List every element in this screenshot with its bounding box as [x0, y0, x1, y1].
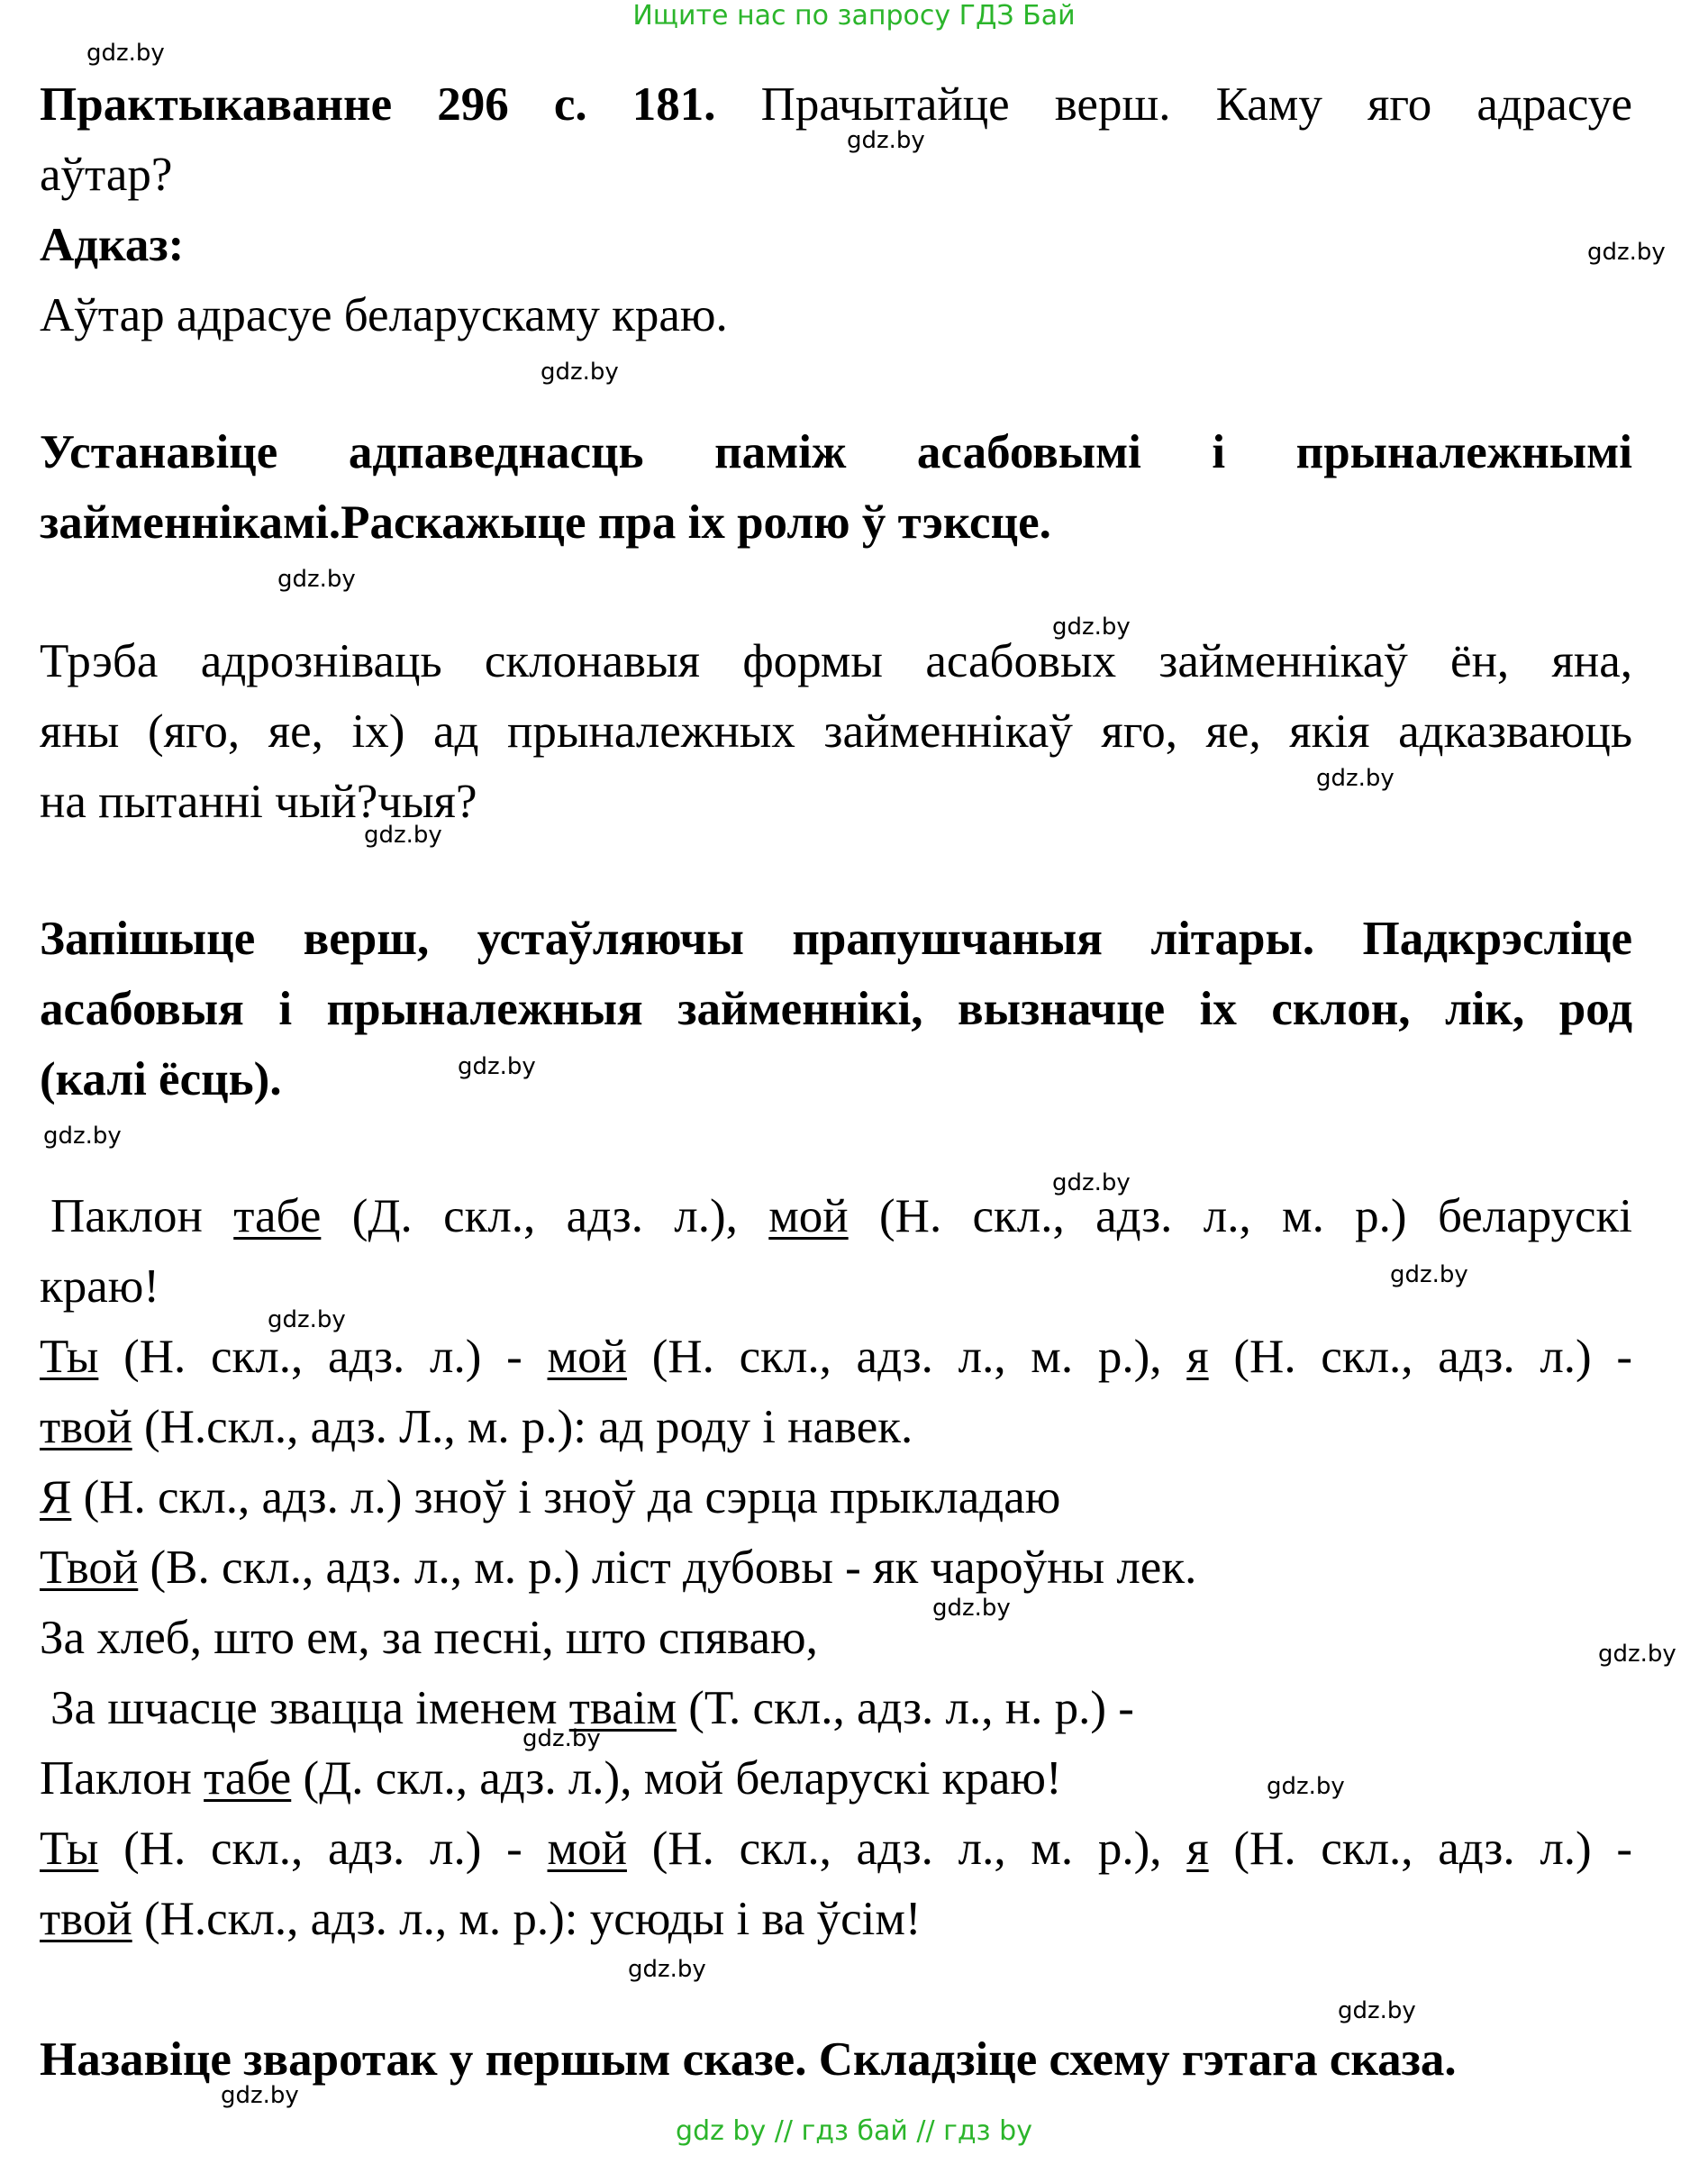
- poem-line-9: [40, 1750, 1062, 1807]
- exercise-header: [40, 76, 1632, 133]
- poem-text: Паклон: [40, 1752, 192, 1805]
- watermark: gdz.by: [1598, 1641, 1676, 1668]
- watermark: gdz.by: [221, 2082, 299, 2109]
- pronoun-underlined: твой: [40, 1401, 132, 1453]
- task2-line2: займеннікамі.Раскажыце пра іх ролю ў тэксце.: [40, 496, 1051, 549]
- pronoun-underlined: я: [1186, 1823, 1209, 1875]
- watermark: gdz.by: [1267, 1773, 1345, 1800]
- exercise-task-line1: Прачытайце верш. Каму яго адрасуе: [760, 78, 1633, 131]
- pronoun-annotation: (Н. скл., адз. л.) -: [1233, 1331, 1633, 1383]
- watermark: gdz.by: [268, 1306, 346, 1333]
- pronoun-annotation: (Н. скл., адз. л.) зноў і зноў да сэрца прыкладаю: [83, 1471, 1061, 1523]
- task3-line3: (калі ёсць).: [40, 1053, 282, 1105]
- poem-word: беларускі: [1437, 1190, 1633, 1242]
- watermark: gdz.by: [1338, 1997, 1416, 2024]
- task4: Назавіце зваротак у першым сказе. Складзіце схему гэтага сказа.: [40, 2033, 1457, 2086]
- watermark: gdz.by: [1052, 614, 1131, 641]
- watermark: gdz.by: [847, 127, 925, 154]
- poem-line-5: [40, 1468, 1060, 1526]
- pronoun-underlined: Ты: [40, 1823, 99, 1875]
- pronoun-annotation: (Д. скл., адз. л.),: [351, 1190, 738, 1242]
- watermark: gdz.by: [277, 566, 356, 593]
- pronoun-annotation: (Н. скл., адз. л.) -: [123, 1823, 522, 1875]
- task2-answer-line3: на пытанні чый?чыя?: [40, 776, 477, 828]
- answer-label: Адказ:: [40, 219, 185, 271]
- poem-line-1: [50, 1187, 1632, 1245]
- poem-line-2: краю!: [40, 1260, 160, 1313]
- task3-line2: асабовыя і прыналежныя займеннікі, вызначце іх склон, лік, род: [40, 983, 1632, 1035]
- pronoun-underlined: табе: [233, 1190, 322, 1242]
- task2-answer-line2: яны (яго, яе, іх) ад прыналежных займеннікаў яго, яе, якія адказваюць: [40, 705, 1632, 758]
- pronoun-annotation: (Н. скл., адз. л.) -: [123, 1331, 522, 1383]
- watermark: gdz.by: [1316, 765, 1395, 792]
- pronoun-annotation: (Н. скл., адз. л., м. р.): [879, 1190, 1407, 1242]
- task3-line1: Запішыце верш, устаўляючы прапушчаныя літары. Падкрэсліце: [40, 913, 1632, 965]
- poem-line-3: [40, 1328, 1632, 1386]
- pronoun-annotation: (В. скл., адз. л., м. р.) ліст дубовы - як чароўны лек.: [150, 1541, 1197, 1594]
- watermark: gdz.by: [1587, 239, 1666, 266]
- pronoun-underlined: табе: [204, 1752, 292, 1805]
- watermark: gdz.by: [1390, 1261, 1468, 1288]
- pronoun-underlined: мой: [768, 1190, 849, 1242]
- watermark: gdz.by: [628, 1956, 706, 1983]
- watermark: gdz.by: [364, 822, 442, 849]
- exercise-page: с. 181.: [553, 78, 716, 131]
- pronoun-annotation: (Т. скл., адз. л., н. р.) -: [688, 1682, 1134, 1734]
- watermark: gdz.by: [932, 1595, 1011, 1622]
- pronoun-underlined: твой: [40, 1893, 132, 1945]
- pronoun-underlined: мой: [547, 1823, 627, 1875]
- pronoun-annotation: (Н. скл., адз. л., м. р.),: [651, 1331, 1162, 1383]
- poem-line-4: [40, 1398, 913, 1456]
- poem-line-6: [40, 1539, 1196, 1596]
- pronoun-underlined: мой: [547, 1331, 627, 1383]
- top-banner[interactable]: Ищите нас по запросу ГДЗ Бай: [632, 0, 1076, 32]
- pronoun-underlined: тваім: [568, 1682, 677, 1734]
- pronoun-annotation: (Н. скл., адз. л., м. р.),: [651, 1823, 1162, 1875]
- poem-line-11: [40, 1890, 922, 1948]
- pronoun-underlined: я: [1186, 1331, 1209, 1383]
- exercise-number: Практыкаванне 296: [40, 78, 509, 131]
- task2-line1: Устанавіце адпаведнасць паміж асабовымі і прыналежнымі: [40, 426, 1632, 478]
- watermark: gdz.by: [522, 1725, 601, 1752]
- poem-text: За шчасце звацца іменем: [50, 1682, 558, 1734]
- watermark: gdz.by: [458, 1053, 536, 1080]
- exercise-task-line2: аўтар?: [40, 149, 173, 201]
- pronoun-annotation: (Н. скл., адз. л.) -: [1233, 1823, 1633, 1875]
- pronoun-annotation: (Н.скл., адз. л., м. р.): усюды і ва ўсім!: [143, 1893, 922, 1945]
- pronoun-underlined: Ты: [40, 1331, 99, 1383]
- watermark: gdz.by: [1052, 1169, 1131, 1196]
- pronoun-underlined: Я: [40, 1471, 72, 1523]
- poem-line-7: За хлеб, што ем, за песні, што спяваю,: [40, 1612, 818, 1664]
- poem-line-10: [40, 1820, 1632, 1878]
- pronoun-annotation: (Д. скл., адз. л.), мой беларускі краю!: [303, 1752, 1062, 1805]
- footer-links[interactable]: gdz by // гдз бай // гдз by: [676, 2115, 1032, 2147]
- pronoun-underlined: Твой: [40, 1541, 139, 1594]
- pronoun-annotation: (Н.скл., адз. Л., м. р.): ад роду і навек.: [143, 1401, 913, 1453]
- watermark: gdz.by: [43, 1123, 122, 1150]
- watermark: gdz.by: [541, 359, 619, 386]
- watermark: gdz.by: [86, 40, 165, 67]
- poem-word: Паклон: [50, 1190, 203, 1242]
- task2-answer-line1: Трэба адрозніваць склонавыя формы асабовых займеннікаў ён, яна,: [40, 635, 1632, 687]
- answer-text: Аўтар адрасуе беларускаму краю.: [40, 289, 728, 341]
